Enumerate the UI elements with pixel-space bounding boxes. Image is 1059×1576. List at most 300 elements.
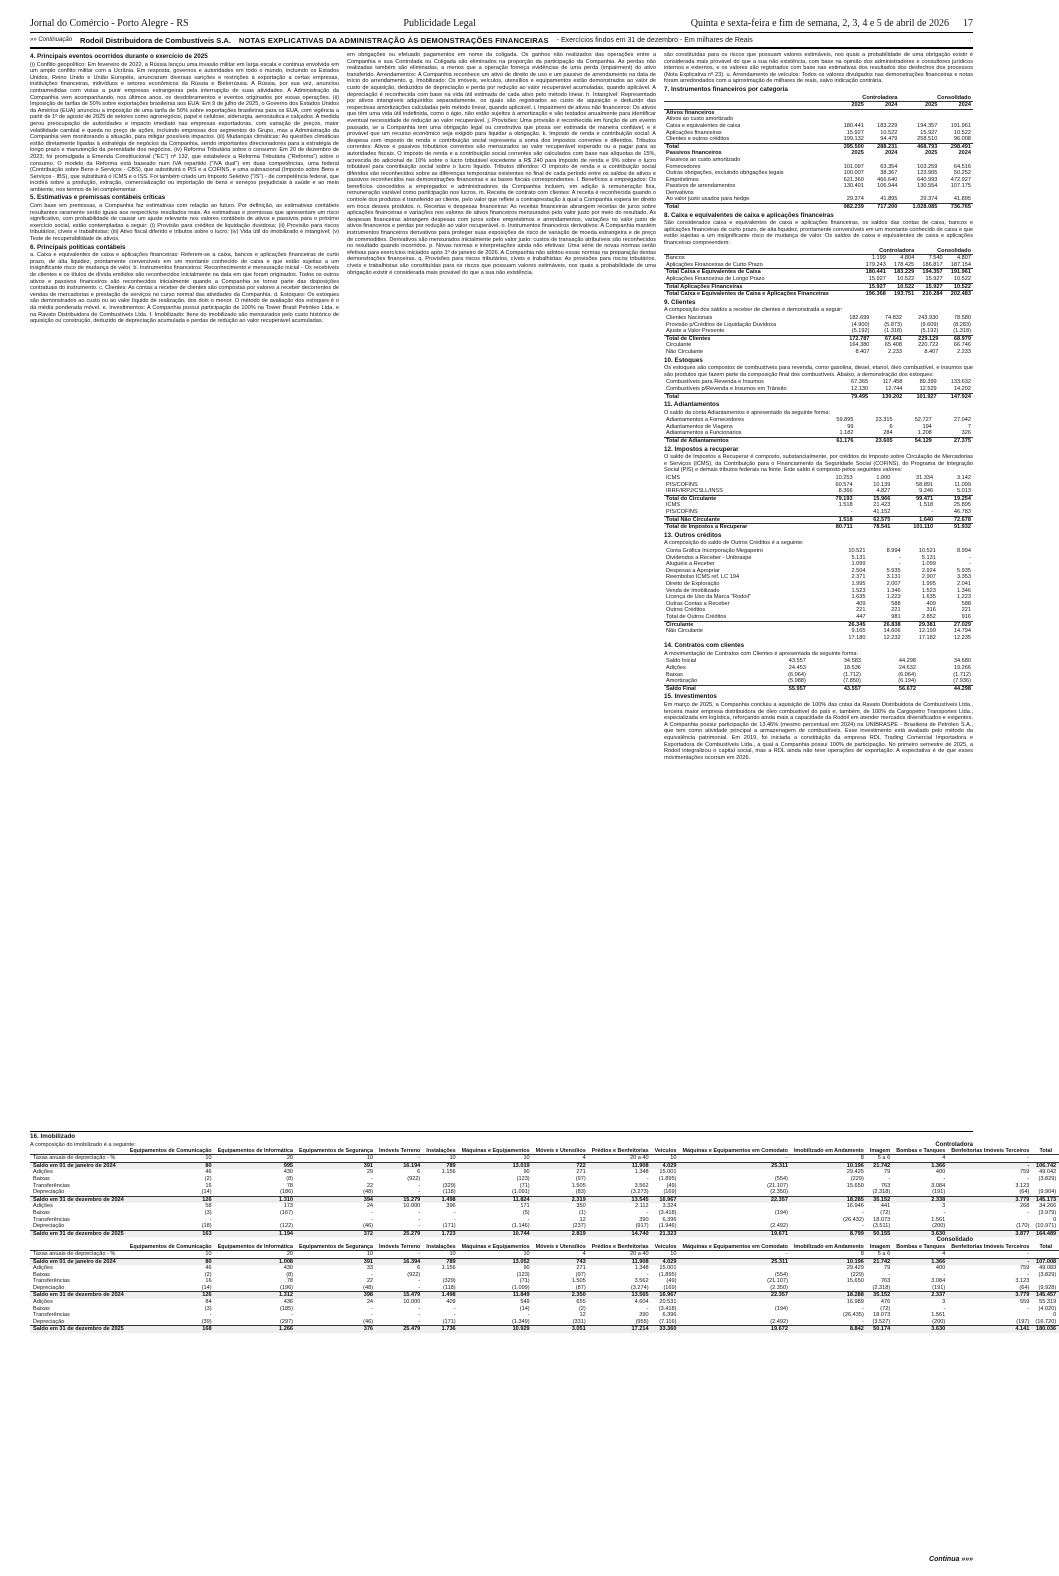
cell-value: 5 a 6 [877,1155,891,1162]
cell-value: 20 [286,1250,294,1257]
table-row [664,495,973,502]
cell-value: (297) [279,1318,294,1325]
cell-value [832,157,866,164]
table-row [30,1176,1059,1183]
cell-value: 10.522 [953,129,971,136]
cell-value [791,1189,867,1196]
cell-value: 106.944 [877,183,898,190]
table-row [664,628,973,635]
cell-value: 64.516 [953,163,971,170]
cell-value: 27.029 [938,621,973,628]
cell-value: (185) [279,1305,294,1312]
paragraph: (i) Conflito geopolítico: Em fevereiro de 2022, a Rússia lançou uma invasão militar em larga escala e continua envolvida em um amplo conflito militar com a Ucrânia. Em resposta, governos e autoridades em todo o mundo, incluindo os Estados Unidos, Reino Unido e União Européia, anunciaram diversas sanções e restrições à exportação a certas empresas, instituições financeiras, indivíduos e setores econômicos da Rússia e Bielorrússia. A Rússia, por sua vez, anunciou contramedidas com vistas a punir empresas estrangeiras pela interrupção de suas atividades. A Administração da Companhia vem acompanhando, nos últimos anos, os desdobramentos e eventos originados por essas operações. (ii) Imposição de tarifas de 50% sobre exportações brasileiras aos EUA: Em 9 de julho de 2025, o Governo dos Estados Unidos da América (EUA) anunciou a imposição de uma tarifa de 50% sobre exportações brasileiras para os EUA, com vigência a partir de 1º de agosto de 2025 de setores como agronegócio, papel e celulose, siderurgia, aeronáutica e calçados. A medida gerou preocupação de autoridades e impacto imediato nas empresas exportadoras, com variação de preços, maior volatilidade cambial e queda no preço de ações, incluindo empresas dos segmentos do Grupo, mas a Administração da Companhia vem monitorando a situação, para mitigar possíveis impactos. (iii) Mudanças climáticas: As questões climáticas estão diretamente ligadas à estratégia de negócios da Companhia, sendo importantes direcionadores para a estratégia de longo prazo e manutenção da perenidade dos negócios. (iv) Reforma Tributária sobre o consumo: Em 20 de dezembro de 2023, foi promulgada a Emenda Constitucional ("EC") nº 132, que estabelece a Reforma Tributária ("Reforma") sobre o consumo. O modelo da Reforma está baseado num IVA repartido ("IVA dual") em duas competências, uma federal (Contribuição sobre Bens e Serviços - CBS), que substituirá o PIS e a COFINS, e uma subnacional (Imposto sobre Bens e Serviços - IBS), que substituirá o ICMS e o ISS. Foi também criado um Imposto Seletivo ("IS") - de competência federal, que incidirá sobre a produção, extração, comercialização ou importação de bens e serviços prejudiciais à saúde e ao meio ambiente, nos termos de lei complementar. [30,61,339,193]
row-label: Licença de Uso da Marca "Rodoil" [666,594,751,601]
cell-value [948,1312,1032,1319]
table-row [664,438,973,445]
cell-value: 981 [891,613,901,620]
table-row [30,1306,1059,1313]
cell-value: 72.678 [935,516,973,524]
cell-value: 10.522 [953,276,971,282]
cell-value: 23.315 [875,417,893,424]
cell-value: 126 [127,1292,215,1299]
cell-value: 1.523 [921,587,936,594]
table-row [30,1272,1059,1279]
cell-value: 1.995 [921,580,936,587]
cell-value: 789 [423,1258,458,1265]
table-row [664,588,973,595]
cell-value: 25.279 [376,1230,423,1237]
table-row [664,482,973,489]
cell-value: 180.441 [859,269,887,276]
cell-value: - [418,1182,421,1189]
table-row [664,614,973,621]
cell-value: 26.345 [832,621,867,628]
cell-value: 15.927 [846,129,864,136]
cell-value [680,1312,791,1319]
cell-value: (1.349) [511,1318,530,1325]
notes-title: NOTAS EXPLICATIVAS DA ADMINISTRAÇÃO ÀS DEMONSTRAÇÕES FINANCEIRAS [238,36,549,45]
cell-value: 24.632 [898,665,916,672]
table-row [664,524,973,531]
row-label: Caixa e equivalentes de caixa [666,122,741,129]
column-header: Total [1032,1148,1059,1155]
cell-value: 10 [670,1250,677,1257]
cell-value: 106.742 [1032,1162,1059,1169]
column-header: Imobilizado em Andamento [791,1244,867,1251]
cell-value: 220.722 [918,342,939,349]
column-header: Imóveis Terreno [376,1244,423,1251]
cell-value: 46 [205,1265,212,1272]
cell-value: - [418,1284,421,1291]
cell-value: - [898,554,901,561]
cell-value: - [861,1318,864,1325]
table-row [664,109,973,116]
cell-value: 472.927 [950,176,971,183]
cell-value: - [291,1312,294,1319]
cell-value: 3.084 [931,1278,946,1285]
cell-value: (122) [279,1223,294,1230]
section-heading: 16. Imobilizado [30,1133,76,1140]
cell-value: - [371,1209,374,1216]
cell-value: 1.008 [215,1258,296,1265]
row-label: ICMS [666,475,680,482]
column-header: Benfeitorias Imóveis Terceiros [948,1148,1032,1155]
table-row [30,1250,1059,1258]
cell-value: 3.051 [533,1326,589,1333]
cell-value: 10 [205,1155,212,1162]
cell-value: 1.518 [919,502,934,509]
paragraph: A composição dos saldos a receber de clientes é demonstrada a seguir: [664,307,843,314]
row-label: Passivos ao custo amortizado [666,156,741,163]
row-label: Depreciação [33,1223,65,1230]
cell-value: 400 [935,1265,946,1272]
cell-value: 20 [286,1155,294,1162]
table-row [664,672,973,679]
section-heading: 8. Caixa e equivalentes de caixa e aplicações financeiras [664,211,834,219]
cell-value: (26.432) [842,1216,864,1223]
table-row [664,136,973,143]
cell-value: 430 [283,1169,294,1176]
table-row [664,502,973,509]
cell-value: (169) [663,1189,677,1196]
column-1 [30,52,339,1127]
cell-value: 11.849 [459,1292,533,1299]
cell-value: 19.266 [953,665,971,672]
cell-value: 50.155 [867,1230,893,1237]
cell-value: (171) [442,1318,456,1325]
cell-value [948,1217,1032,1224]
cell-value: 29 [366,1169,374,1176]
cell-value: 5.131 [851,554,866,561]
column-2 [347,52,656,1127]
cell-value: 10.521 [918,547,936,554]
cell-value [832,116,866,123]
cell-value: 5.935 [886,567,901,574]
table-row [664,196,973,203]
cell-value: - [1027,1175,1030,1182]
cell-value: 2.112 [635,1203,649,1210]
cell-value: (3.418) [658,1209,677,1216]
cell-value: 398 [296,1292,376,1299]
cell-value: 8.994 [886,547,901,554]
cell-value: (2.318) [872,1284,891,1291]
section-name: Publicidade Legal [403,18,476,29]
cell-value: (9.904) [1038,1189,1057,1196]
cell-value: 20.531 [659,1299,677,1306]
cell-value: 21.742 [867,1162,893,1169]
column-header: Total [1032,1244,1059,1251]
cell-value: (237) [572,1223,586,1230]
cell-value: (917) [635,1223,649,1230]
cell-value: 722 [533,1162,589,1169]
cell-value: 60.574 [835,481,853,488]
paragraph: Com base em premissas, a Companhia faz estimativas com relação ao futuro. Por definição, as estimativas contábeis resultantes raramente serão iguais aos respectivos resultados reais. As estimativas e premissas que apresentam um risco significativo, com probabilidade de causar um ajuste relevante nos valores contábeis de ativos e passivos para o próximo exercício social, estão contempladas a seguir: (i) Provisão para créditos de liquidação duvidosa; (ii) Provisão para riscos tributários, cíveis e trabalhistas; (iii) Ativo fiscal diferido e tributos sobre o lucro; (iv) Vida útil do imobilizado e intangível; (v) Teste de recuperabilidade de ativos. [30,203,339,243]
cell-value: - [861,1223,864,1230]
cell-value: 15.927 [859,283,887,291]
cell-value: 10 [449,1155,456,1162]
cell-value: 15.001 [659,1265,677,1272]
cell-value: 56.672 [863,685,918,692]
table-row [30,1169,1059,1176]
cell-value: 94.479 [880,136,898,143]
cell-value: - [1027,1250,1030,1257]
cell-value: 9.165 [851,628,866,635]
cell-value [1032,1278,1059,1285]
cell-value [899,109,939,116]
cell-value: - [898,561,901,568]
row-label: PIS/COFINS [666,481,698,488]
table-row [664,150,973,157]
cell-value: (329) [442,1182,456,1189]
cell-value: (6.064) [898,671,916,678]
table-row [30,1189,1059,1196]
cell-value: 31.334 [916,475,934,482]
cell-value: 0 [1053,1216,1057,1223]
column-header: Prédios e Benfeitorias [589,1148,652,1155]
cell-value: 2025 [851,150,864,157]
table-row [664,509,973,516]
cell-value: 22 [366,1278,374,1285]
table-row [30,1278,1059,1285]
cell-value: 10 [523,1155,530,1162]
cell-value: 15.650 [846,1278,864,1285]
cell-value: (8) [286,1271,294,1278]
label-controladora: Controladora [935,1141,973,1148]
text-columns [30,52,973,1127]
cell-value: - [943,1271,946,1278]
exercise-note: - Exercícios findos em 31 de dezembro - Em milhares de Reais [556,37,753,44]
cell-value: 16.194 [376,1162,423,1169]
table-row [664,315,973,322]
cell-value: 168 [127,1326,215,1333]
cell-value: 16.946 [846,1203,864,1210]
table-row [30,1230,1059,1237]
cell-value: 759 [1020,1169,1030,1176]
cell-value: 789 [423,1162,458,1169]
cell-value: 164.489 [1032,1230,1059,1237]
cell-value: 35.152 [867,1196,893,1203]
cell-value: - [861,1305,864,1312]
cell-value: (194) [774,1305,788,1312]
column-header: Equipamentos de Informática [215,1148,296,1155]
cell-value: 199.132 [843,136,864,143]
newspaper-name: Jornal do Comércio - Porto Alegre - RS [30,18,189,29]
cell-value [680,1203,791,1210]
cell-value: (72) [880,1305,891,1312]
cell-value: (1.318) [884,328,903,335]
cell-value: 26.838 [867,621,902,628]
cell-value: 372 [296,1230,376,1237]
cell-value: 74.832 [884,314,903,321]
table-row [664,164,973,171]
cell-value: 99 [847,423,854,430]
cell-value: 10.522 [888,283,916,291]
cell-value: 101.110 [892,524,935,531]
cell-value: 1.208 [917,430,932,437]
row-label: PIS/COFINS [666,509,698,515]
cell-value: 29.429 [846,1265,864,1272]
row-label: Bancos [666,255,685,262]
section-heading: 6. Principais políticas contábeis [30,243,126,251]
cell-value: - [646,1271,649,1278]
cell-value: (9.609) [920,321,939,328]
cell-value: 8.799 [791,1230,867,1237]
cell-value [939,190,973,197]
row-label: Baixas [666,671,683,678]
cell-value: (5.988) [788,678,806,685]
cell-value: 78 [286,1278,294,1285]
cell-value: 2.907 [921,574,936,581]
cell-value: 21.323 [652,1230,680,1237]
cell-value: 24 [366,1299,374,1306]
cell-value: 41.152 [873,509,891,515]
cell-value: (229) [850,1271,864,1278]
cell-value: 995 [215,1162,296,1169]
table-row [664,379,973,386]
cell-value: 10.522 [880,129,898,136]
cell-value: 4.029 [652,1258,680,1265]
cell-value: 1.346 [957,587,971,594]
cell-value: - [1027,1305,1030,1312]
cell-value: 210.284 [916,291,944,298]
cell-value [939,157,973,164]
table-row [664,276,973,283]
table-row [664,555,973,562]
row-label: Reembolso ICMS ref. LC 194 [666,574,740,581]
cell-value: 16.967 [652,1196,680,1203]
cell-value: 202.483 [945,291,973,298]
cell-value: 588 [891,600,901,607]
cell-value: 15.927 [920,129,938,136]
cell-value [1032,1183,1059,1190]
cell-value: 982.239 [832,204,866,211]
row-label: Direito de Exploração [666,580,720,587]
issue-date: Quinta e sexta-feira e fim de semana, 2, 3, 4 e 5 de abril de 2026 [690,18,949,29]
cell-value: 1.346 [886,587,901,594]
cell-value: 14.606 [883,628,901,635]
cell-value: (200) [932,1318,946,1325]
column-header: Imagem [867,1148,893,1155]
cell-value: 194 [922,423,932,430]
cell-value: (1.712) [953,671,971,678]
column-header: Prédios e Benfeitorias [589,1244,652,1251]
cell-value: 29.381 [903,621,938,628]
cell-value: - [418,1278,421,1285]
table-row [664,430,973,437]
cell-value: 10 [205,1250,212,1257]
table-row [664,262,973,269]
cell-value: 3.630 [893,1326,948,1333]
cell-value: 409 [926,600,936,607]
table-row [30,1326,1059,1333]
row-label: Aplicações Financeiras de Curto Prazo [666,261,763,268]
paragraph: são constituídas para os riscos que possuam valores estimáveis, nos quais a probabilidade de uma obrigação existir é considerada mais provável do que a sua não existência, com base na opinião dos administradores e consultores jurídicos internos e externos, e os valores são registrados com base nas estimativas dos resultados dos desfechos dos processos (Nota Explicativa nº 23). u. Arrendamento de veículos: Todos os valores divulgados nas demonstrações financeiras e notas foram arredondados com a aproximação de milhares de reais, salvo indicação contrária. [664,52,973,85]
row-label: Não Circulante [666,348,703,355]
row-label: Saldo em 01 de janeiro de 2024 [30,1258,127,1265]
row-label: Depreciação [33,1284,65,1291]
column-header: Equipamentos de Comunicação [127,1244,215,1251]
cell-value: 35.152 [867,1292,893,1299]
cell-value: 191.961 [950,122,971,129]
cell-value: 11.908 [589,1162,652,1169]
cell-value: 24 [366,1203,374,1210]
table-row [664,607,973,614]
cell-value [680,1217,791,1224]
cell-value: 27.375 [934,438,973,445]
cell-value: 221 [891,607,901,614]
cell-value: 29.425 [846,1169,864,1176]
cell-value: 12 [579,1312,586,1319]
table-row [664,116,973,123]
cell-value: - [418,1216,421,1223]
cell-value: 1.640 [892,516,935,524]
cell-value: 221 [856,607,866,614]
cell-value: 59.895 [836,417,854,424]
cell-value: 172.787 [835,335,871,342]
cell-value: 2.371 [851,574,866,581]
cell-value [680,1265,791,1272]
cell-value: 65.408 [884,342,903,349]
cell-value: 1.348 [634,1169,649,1176]
column-header: Instalações [423,1244,458,1251]
cell-value: 8.407 [924,348,939,355]
cell-value: 2024 [958,150,971,157]
cell-value: 19.671 [680,1230,791,1237]
cell-value: 447 [856,613,866,620]
cell-value: - [888,1175,891,1182]
table-row [664,183,973,190]
table-row [664,255,973,262]
cell-value: 10.000 [403,1203,421,1210]
row-label: Clientes Nacionais [666,314,713,321]
cell-value: (3) [204,1305,212,1312]
cell-value: - [418,1209,421,1216]
cell-value: 316 [926,607,936,614]
cell-value: 1.505 [571,1278,586,1285]
cell-value: 2.819 [533,1230,589,1237]
cell-value: 1.182 [839,430,854,437]
cell-value [899,157,939,164]
cell-value: 34.266 [1039,1203,1057,1210]
row-label: Transferências [33,1182,70,1189]
cell-value: (331) [572,1318,586,1325]
cell-value: 63.354 [880,163,898,170]
row-label: Saldo em 01 de janeiro de 2024 [30,1162,127,1169]
table-row [664,475,973,482]
cell-value: (167) [279,1209,294,1216]
cell-value: 258.510 [917,136,938,143]
continues-marker: Continua »»» [929,1556,973,1564]
cell-value: 1.523 [851,587,866,594]
cell-value: 18.536 [843,665,861,672]
cell-value [866,116,900,123]
cell-value: 24.453 [788,665,806,672]
row-label: Adições [33,1265,53,1272]
cell-value: 18.288 [791,1292,867,1299]
cell-value: 123.905 [917,170,938,177]
row-label: Passivos financeiros [666,150,722,157]
cell-value: 163 [127,1230,215,1237]
cell-value: - [786,1155,788,1162]
section-heading: 15. Investimentos [664,693,717,701]
cell-value: 2025 [924,150,938,157]
cell-value: - [527,1312,530,1319]
cell-value [832,109,866,116]
cell-value: 3.779 [948,1196,1032,1203]
cell-value: 655 [576,1299,586,1306]
cell-value: 8.407 [855,348,870,355]
cell-value: 6 [889,423,893,430]
cell-value: 717.200 [866,204,900,211]
row-label: Passivos de arrendamentos [666,183,736,190]
cell-value: (194) [774,1209,788,1216]
cell-value: 1.635 [921,594,936,601]
cell-value: - [371,1312,374,1319]
cell-value: (922) [407,1175,421,1182]
cell-value: 2.041 [957,580,971,587]
cell-value: 10.522 [897,276,915,282]
row-label: Dividendos a Receber - Unibraspe [666,554,752,561]
cell-value: 52.727 [914,417,932,424]
cell-value: 186.817 [922,261,943,268]
paragraph: A composição do saldo de Outros Créditos é a seguinte: [664,540,804,547]
cell-value: 1.156 [441,1169,456,1176]
cell-value: 2.852 [921,613,936,620]
cell-value: 17.182 [918,634,936,641]
row-label: Aplicações financeiras [666,129,722,136]
cell-value: 101.097 [843,163,864,170]
cell-value: 3.324 [662,1203,677,1210]
